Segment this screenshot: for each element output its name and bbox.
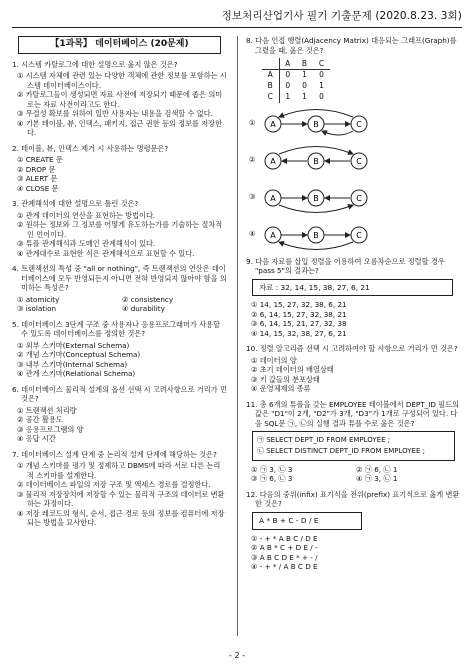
option-2: ② 원하는 정보와 그 정보를 어떻게 유도하는가를 기술하는 절차적인 언어이다. — [17, 220, 223, 239]
option-2: ② 데이터베이스 파일의 저장 구조 및 액세스 경로를 결정한다. — [17, 480, 211, 490]
question-3 — [12, 199, 227, 258]
options — [246, 356, 461, 394]
question-text: 1. 시스템 카탈로그에 대한 설명으로 옳지 않은 것은? — [12, 59, 178, 69]
matrix-cell: 0 — [319, 92, 324, 102]
expression-box: A * B + C - D / E — [252, 512, 362, 530]
node-label: B — [313, 230, 319, 240]
option-3: ③ 응용프로그램의 양 — [17, 424, 84, 434]
node-label: A — [270, 193, 276, 203]
option-4: ④ 응답 시간 — [17, 434, 56, 444]
options — [12, 71, 227, 138]
question-text: 2. 테이블, 뷰, 인덱스 제거 시 사용하는 명령문은? — [12, 143, 169, 153]
options — [12, 211, 227, 259]
node-label: B — [313, 156, 319, 166]
graph-option-1 — [249, 106, 461, 140]
option-2: ② consistency — [122, 294, 174, 304]
question-10 — [246, 344, 461, 394]
question-11 — [246, 400, 461, 484]
column-divider — [237, 36, 238, 636]
question-text: 3. 관계해석에 대한 설명으로 틀린 것은? — [12, 199, 139, 209]
option-1: ① 시스템 자체에 관련 있는 다양한 객체에 관한 정보를 포함하는 시스템 데이터베이스이다. — [17, 71, 227, 90]
question-7 — [12, 450, 227, 528]
option-2: ② 6, 14, 15, 27, 32, 38, 21 — [251, 309, 347, 319]
graph-option-2 — [249, 143, 461, 177]
option-1: ① 개념 스키마를 평가 및 정제하고 DBMS에 따라 서로 다른 논리적 스키마를 설계한다. — [17, 461, 221, 480]
matrix-cell: 0 — [319, 70, 324, 80]
option-3: ③ 물리적 저장장치에 저장할 수 있는 물리적 구조의 데이터로 변환하는 과정이다. — [17, 489, 225, 509]
option-3: ③ isolation — [17, 304, 57, 314]
page-header-title: 정보처리산업기사 필기 기출문제 (2020.8.23. 3회) — [221, 10, 462, 22]
matrix-row-header: C — [262, 92, 279, 103]
options — [12, 406, 227, 444]
matrix-col-header: B — [296, 58, 313, 69]
node-label: C — [356, 230, 362, 240]
option-2: ② DROP 문 — [17, 164, 56, 174]
node-label: C — [356, 119, 362, 129]
sql-line: ㉠ SELECT DEPT_ID FROM EMPLOYEE ; — [257, 436, 391, 445]
sort-data-box: 자료 : 32, 14, 15, 38, 27, 6, 21 — [252, 279, 453, 297]
option-4: ④ 저장 레코드의 형식, 순서, 접근 경로 등의 정보를 컴퓨터에 저장되는 방법을 묘사한다. — [17, 508, 225, 528]
graph-diagram — [261, 217, 371, 251]
sql-box — [252, 431, 455, 460]
question-text: 7. 데이터베이스 설계 단계 중 논리적 설계 단계에 해당하는 것은? — [12, 449, 217, 459]
right-column — [246, 36, 461, 578]
option-3: ③ 무결성 확보를 위하여 일반 사용자는 내용을 검색할 수 없다. — [17, 109, 213, 119]
option-1: ① 관계 데이터의 연산을 표현하는 방법이다. — [17, 210, 156, 220]
matrix-col-header: A — [279, 58, 296, 69]
matrix-row-header: A — [262, 69, 279, 80]
node-label: A — [270, 156, 276, 166]
option-4: ④ durability — [122, 304, 165, 314]
node-label: C — [356, 193, 362, 203]
matrix-cell: 1 — [285, 92, 291, 102]
matrix-cell: 0 — [285, 70, 291, 80]
matrix-cell: 1 — [302, 70, 307, 80]
question-text: 12. 다음의 중위(infix) 표기식을 전위(prefix) 표기식으로 옳게 변환한 것은? — [246, 489, 460, 509]
option-3: ③ 6, 14, 15, 21, 27, 32, 38 — [251, 319, 347, 329]
graph-diagram — [261, 180, 371, 214]
graph-option-4 — [249, 217, 461, 251]
option-1: ① 14, 15, 27, 32, 38, 6, 21 — [251, 300, 347, 310]
option-2: ② 카탈로그들이 생성되면 자료 사전에 저장되기 때문에 좁은 의미로는 자료 사전이라고도 한다. — [17, 90, 223, 109]
node-label: C — [356, 156, 362, 166]
node-label: B — [313, 193, 319, 203]
question-12 — [246, 490, 461, 572]
header-rule — [12, 27, 462, 28]
question-8 — [246, 36, 461, 251]
option-2: ② 개념 스키마(Conceptual Schema) — [17, 350, 141, 360]
graph-diagram — [261, 143, 371, 177]
option-1: ① 외부 스키마(External Schema) — [17, 340, 130, 350]
option-3: ③ ㉠ 6, ㉡ 3 — [251, 474, 293, 484]
option-4: ④ 관계대수로 표현한 식은 관계해석으로 표현할 수 있다. — [17, 248, 195, 258]
matrix-cell: 0 — [302, 81, 307, 91]
question-6 — [12, 385, 227, 444]
sql-line: ㉡ SELECT DISTINCT DEPT_ID FROM EMPLOYEE ; — [257, 446, 425, 455]
question-text: 5. 데이터베이스 3단계 구조 중 사용자나 응용프로그래머가 사용할 수 있도록 데이터베이스를 정의한 것은? — [12, 319, 220, 339]
matrix-row-header: B — [262, 81, 279, 92]
question-text: 9. 다음 자료를 삽입 정렬을 이용하여 오름차순으로 정렬할 경우 "pass 5"의 결과는? — [246, 256, 445, 276]
question-text: 10. 정렬 알고리즘 선택 시 고려하여야 할 사항으로 거리가 먼 것은? — [246, 344, 458, 354]
node-label: A — [270, 119, 276, 129]
option-4: ④ 기본 테이블, 뷰, 인덱스, 패키지, 접근 권한 등의 정보를 저장한다. — [17, 118, 223, 138]
option-2: ② 초기 데이터의 배열상태 — [251, 365, 334, 375]
question-text: 8. 다음 인접 행렬(Adjacency Matrix) 대응되는 그래프(Graph)를 그렸을 때, 옳은 것은? — [246, 36, 457, 55]
matrix-cell: 0 — [285, 81, 291, 91]
options — [246, 465, 461, 484]
option-2: ② ㉠ 6, ㉡ 1 — [356, 464, 398, 474]
option-4: ④ - + * / A B C D E — [251, 562, 318, 572]
option-2: ② 공간 활용도 — [17, 415, 63, 425]
options — [246, 300, 461, 338]
option-3: ③ 튜플 관계해석과 도메인 관계해석이 있다. — [17, 239, 156, 249]
question-2 — [12, 144, 227, 194]
options — [12, 295, 227, 314]
option-4: ④ ㉠ 3, ㉡ 1 — [356, 474, 398, 484]
matrix-cell: 1 — [319, 81, 324, 91]
question-text: 6. 데이터베이스 물리적 설계의 옵션 선택 시 고려사항으로 거리가 먼 것은? — [12, 384, 227, 404]
option-3: ③ A B C D E * + - / — [251, 552, 318, 562]
adjacency-matrix — [262, 58, 330, 103]
option-1: ① 데이터의 양 — [251, 355, 297, 365]
option-3: ③ 내부 스키마(Internal Schema) — [17, 359, 128, 369]
graph-option-3 — [249, 180, 461, 214]
options — [12, 155, 227, 193]
node-label: A — [270, 230, 276, 240]
option-number: ③ — [249, 191, 256, 201]
options — [12, 341, 227, 379]
section-title: 【1과목】 데이터베이스 (20문제) — [18, 36, 221, 54]
question-text: 11. 총 6개의 튜플을 갖는 EMPLOYEE 테이블에서 DEPT_ID 필드의 값은 "D1"이 2개, "D2"가 3개, "D3"가 1개로 구성되어 있다. 다음 SQL문 ㉠, ㉡의 실행 결과 튜플 수로 옳은 것은? — [246, 399, 459, 428]
option-4: ④ CLOSE 문 — [17, 183, 59, 193]
question-1 — [12, 60, 227, 138]
option-2: ② A B * C + D E / - — [251, 543, 318, 553]
option-3: ③ ALERT 문 — [17, 174, 58, 184]
option-4: ④ 운영체제의 종류 — [251, 384, 311, 394]
matrix-col-header: C — [313, 58, 330, 69]
graph-diagram — [261, 106, 371, 140]
option-1: ① - + * A B C / D E — [251, 533, 318, 543]
question-5 — [12, 320, 227, 379]
option-number: ① — [249, 117, 256, 127]
option-number: ② — [249, 154, 256, 164]
option-1: ① 트랜잭션 처리량 — [17, 405, 77, 415]
option-4: ④ 관계 스키마(Relational Schema) — [17, 369, 136, 379]
options — [246, 534, 461, 572]
left-column — [12, 36, 227, 534]
page-number: - 2 - — [229, 651, 245, 661]
option-4: ④ 14, 15, 32, 38, 27, 6, 21 — [251, 328, 347, 338]
question-9 — [246, 257, 461, 339]
node-label: B — [313, 119, 319, 129]
option-1: ① CREATE 문 — [17, 155, 63, 165]
matrix-corner — [262, 58, 279, 69]
option-3: ③ 키 값들의 분포상태 — [251, 374, 320, 384]
left-question-list — [12, 60, 227, 528]
matrix-cell: 1 — [302, 92, 307, 102]
options — [12, 461, 227, 528]
question-4 — [12, 264, 227, 314]
option-1: ① atomicity — [17, 294, 60, 304]
option-number: ④ — [249, 228, 256, 238]
question-text: 4. 트랜잭션의 특성 중 "all or nothing", 즉 트랜잭션의 연산은 데이터베이스에 모두 반영되든지 아니면 전혀 반영되지 않아야 함을 의미하는 특성은? — [12, 264, 227, 293]
option-1: ① ㉠ 3, ㉡ 3 — [251, 464, 293, 474]
